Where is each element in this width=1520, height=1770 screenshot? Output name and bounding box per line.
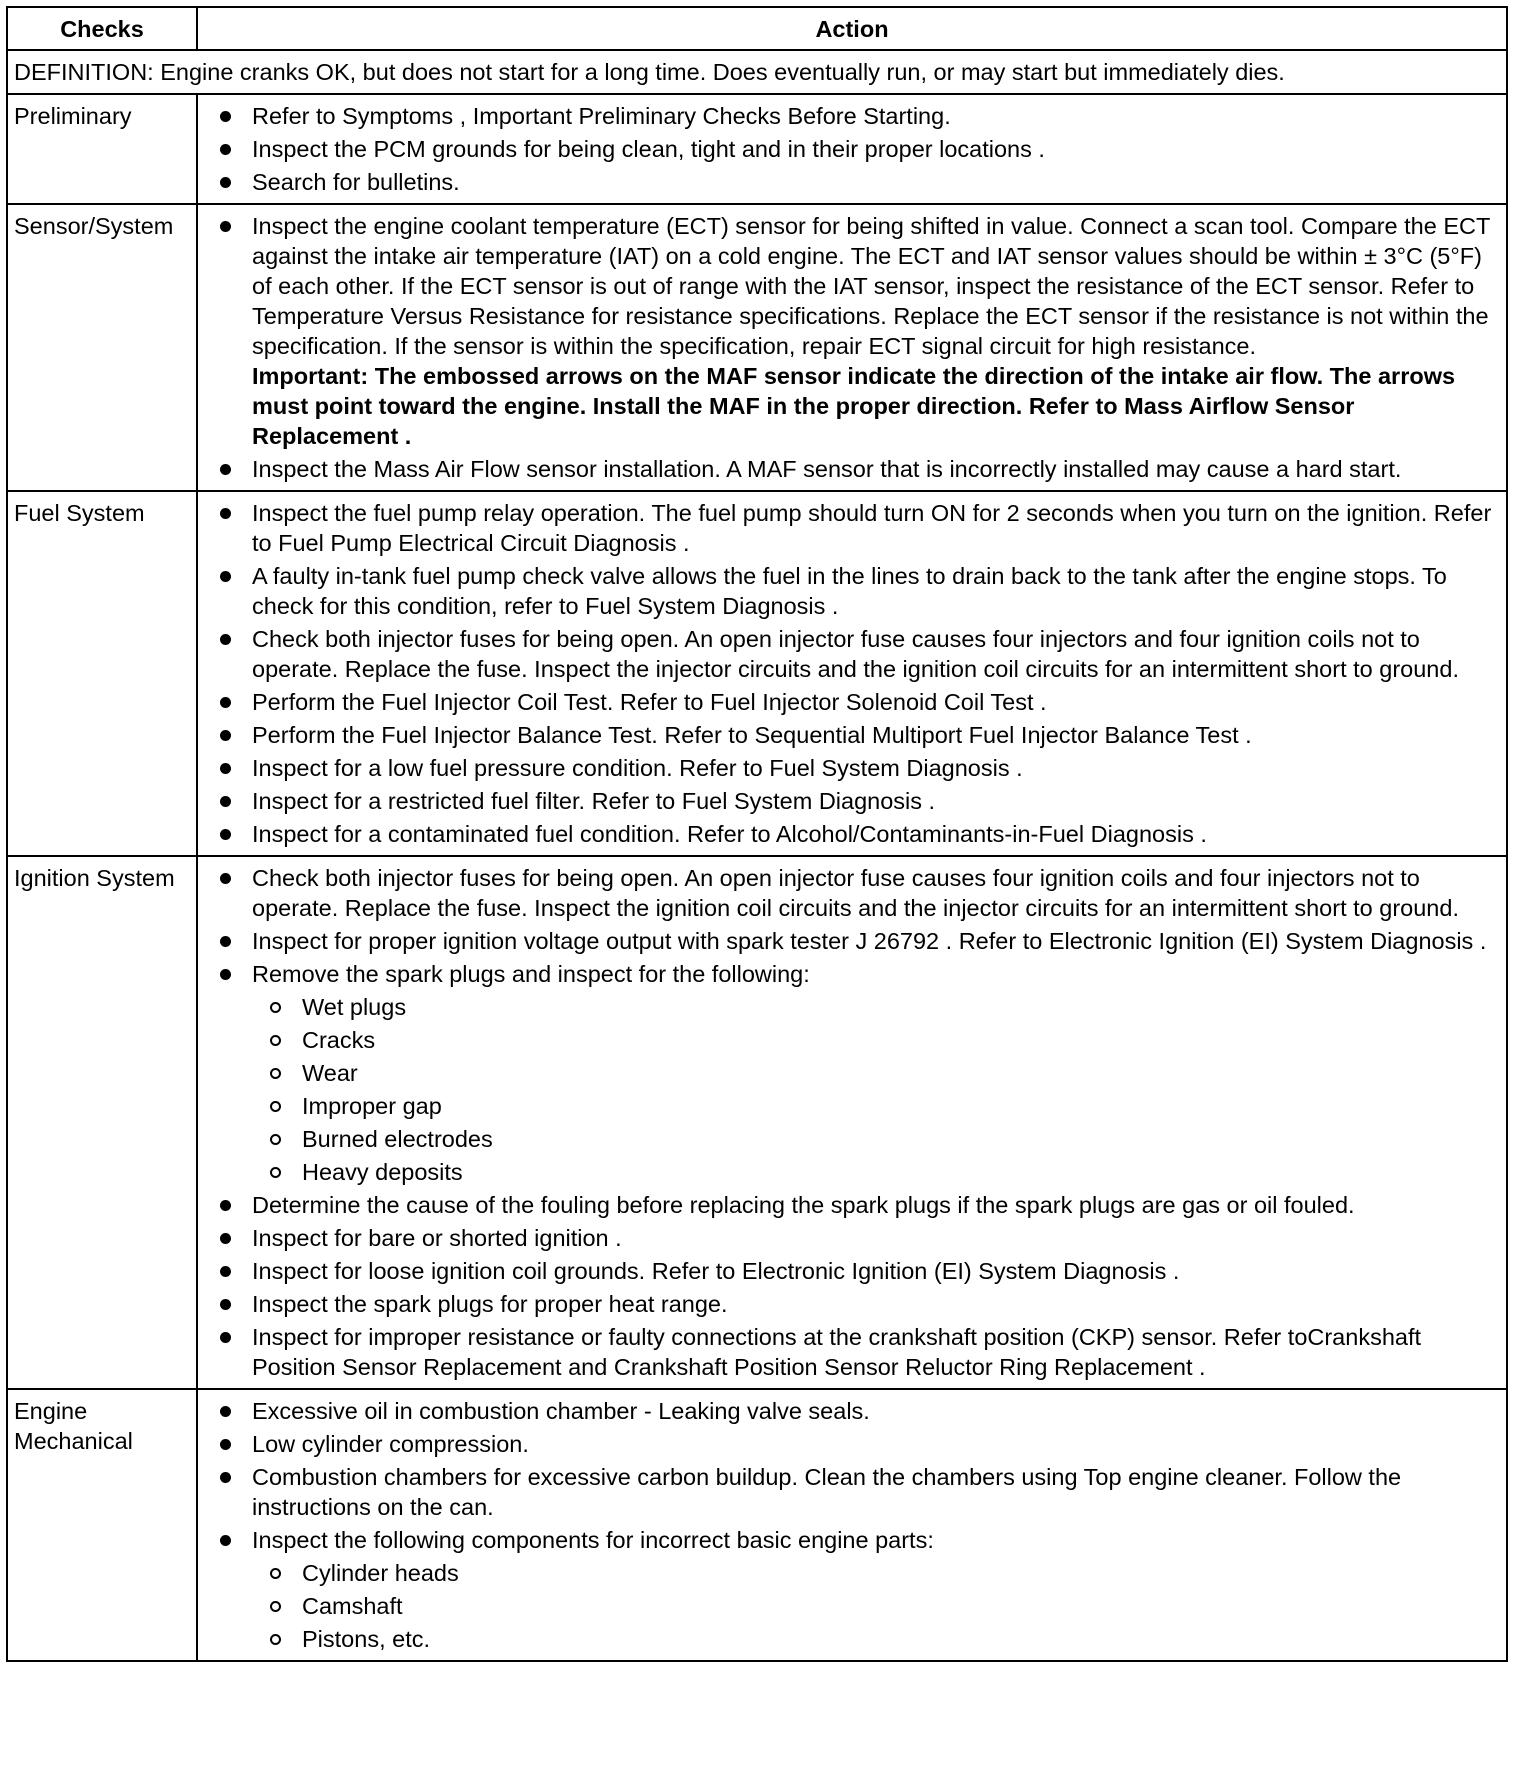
action-list (218, 101, 1498, 197)
action-item-text: Determine the cause of the fouling before replacing the spark plugs if the spark plugs are gas or oil fouled. (252, 1192, 1355, 1218)
action-list (218, 211, 1498, 484)
circle-bullet-icon (270, 1068, 281, 1079)
action-cell (197, 856, 1507, 1389)
action-item-text: Check both injector fuses for being open. An open injector fuse causes four injectors and four ignition coils not to operate. Replace the fuse. Inspect the injector circuits and the ignition coil circuits for an intermittent short to ground. (252, 626, 1459, 682)
sub-item-text: Wear (302, 1060, 358, 1086)
bullet-icon (220, 697, 231, 708)
diagnostic-table (6, 6, 1508, 1662)
circle-bullet-icon (270, 1601, 281, 1612)
row-engine-mechanical (7, 1389, 1507, 1661)
sub-item-text: Cylinder heads (302, 1560, 459, 1586)
bullet-icon (220, 221, 231, 232)
action-item-text: Inspect for a contaminated fuel condition. Refer to Alcohol/Contaminants-in-Fuel Diagnosis . (252, 821, 1207, 847)
action-item (218, 561, 1498, 621)
action-item-text: Inspect the engine coolant temperature (ECT) sensor for being shifted in value. Connect a scan tool. Compare the ECT against the intake air temperature (IAT) on a cold engine. The ECT and IAT sensor values should be within ± 3°C (5°F) of each other. If the ECT sensor is out of range with the IAT sensor, inspect the resistance of the ECT sensor. Refer to Temperature Versus Resistance for resistance specifications. Replace the ECT sensor if the resistance is not within the specification. If the sensor is within the specification, repair ECT signal circuit for high resistance. (252, 213, 1490, 359)
bullet-icon (220, 571, 231, 582)
action-item (218, 498, 1498, 558)
check-category: Ignition System (7, 856, 197, 1389)
sub-item (252, 992, 1498, 1022)
row-ignition-system (7, 856, 1507, 1389)
header-row (7, 7, 1507, 50)
bullet-icon (220, 730, 231, 741)
action-item-text: Inspect the following components for incorrect basic engine parts: (252, 1527, 934, 1553)
sub-item-text: Improper gap (302, 1093, 442, 1119)
sub-item (252, 1624, 1498, 1654)
action-item (218, 863, 1498, 923)
bullet-icon (220, 634, 231, 645)
action-item-text: Low cylinder compression. (252, 1431, 529, 1457)
circle-bullet-icon (270, 1634, 281, 1645)
action-list (218, 863, 1498, 1382)
circle-bullet-icon (270, 1002, 281, 1013)
check-category: Fuel System (7, 491, 197, 856)
action-item (218, 211, 1498, 451)
bullet-icon (220, 829, 231, 840)
action-item (218, 101, 1498, 131)
action-item-text: Excessive oil in combustion chamber - Leaking valve seals. (252, 1398, 870, 1424)
action-item-text: Perform the Fuel Injector Coil Test. Refer to Fuel Injector Solenoid Coil Test . (252, 689, 1047, 715)
action-item-text: Inspect for bare or shorted ignition . (252, 1225, 622, 1251)
row-sensor-system (7, 204, 1507, 491)
bullet-icon (220, 1299, 231, 1310)
circle-bullet-icon (270, 1568, 281, 1579)
diagnostic-document (6, 6, 1508, 1662)
bullet-icon (220, 111, 231, 122)
action-cell (197, 491, 1507, 856)
action-list (218, 498, 1498, 849)
action-column-header: Action (197, 7, 1507, 50)
bullet-icon (220, 177, 231, 188)
bullet-icon (220, 873, 231, 884)
action-item (218, 167, 1498, 197)
action-cell (197, 204, 1507, 491)
action-item (218, 926, 1498, 956)
bullet-icon (220, 1535, 231, 1546)
action-list (218, 1396, 1498, 1654)
action-item (218, 1223, 1498, 1253)
action-item (218, 134, 1498, 164)
sub-item-text: Heavy deposits (302, 1159, 463, 1185)
action-item (218, 753, 1498, 783)
sub-item-text: Camshaft (302, 1593, 403, 1619)
checks-column-header: Checks (7, 7, 197, 50)
definition-row (7, 50, 1507, 94)
action-item-text: Search for bulletins. (252, 169, 460, 195)
action-item (218, 1429, 1498, 1459)
bullet-icon (220, 1332, 231, 1343)
sub-item-text: Wet plugs (302, 994, 407, 1020)
action-item (218, 786, 1498, 816)
action-item (218, 819, 1498, 849)
sub-item (252, 1124, 1498, 1154)
bullet-icon (220, 1233, 231, 1244)
action-item-text: Inspect the Mass Air Flow sensor installation. A MAF sensor that is incorrectly installed may cause a hard start. (252, 456, 1402, 482)
definition-text: DEFINITION: Engine cranks OK, but does not start for a long time. Does eventually run, or may start but immediately dies. (7, 50, 1507, 94)
bullet-icon (220, 464, 231, 475)
action-item (218, 1525, 1498, 1654)
sub-list (252, 992, 1498, 1187)
bullet-icon (220, 936, 231, 947)
sub-item (252, 1025, 1498, 1055)
action-item-text: Inspect for a low fuel pressure condition. Refer to Fuel System Diagnosis . (252, 755, 1023, 781)
bullet-icon (220, 144, 231, 155)
bullet-icon (220, 1472, 231, 1483)
bullet-icon (220, 1266, 231, 1277)
action-item (218, 624, 1498, 684)
action-item-text: Inspect for loose ignition coil grounds. Refer to Electronic Ignition (EI) System Diagnosis . (252, 1258, 1180, 1284)
action-item (218, 1396, 1498, 1426)
check-category: Sensor/System (7, 204, 197, 491)
sub-item (252, 1091, 1498, 1121)
circle-bullet-icon (270, 1035, 281, 1046)
sub-item-text: Pistons, etc. (302, 1626, 430, 1652)
action-item-text: Combustion chambers for excessive carbon buildup. Clean the chambers using Top engine cleaner. Follow the instructions on the can. (252, 1464, 1402, 1520)
bullet-icon (220, 969, 231, 980)
circle-bullet-icon (270, 1101, 281, 1112)
action-item-text: Perform the Fuel Injector Balance Test. Refer to Sequential Multiport Fuel Injector Balance Test . (252, 722, 1252, 748)
bullet-icon (220, 763, 231, 774)
bullet-icon (220, 796, 231, 807)
sub-list (252, 1558, 1498, 1654)
sub-item (252, 1058, 1498, 1088)
action-item-text: Inspect the PCM grounds for being clean, tight and in their proper locations . (252, 136, 1045, 162)
bullet-icon (220, 1439, 231, 1450)
action-item-text: Inspect for a restricted fuel filter. Refer to Fuel System Diagnosis . (252, 788, 936, 814)
action-item-text: Check both injector fuses for being open. An open injector fuse causes four ignition coils and four injectors not to operate. Replace the fuse. Inspect the ignition coil circuits and the injector circuits for an intermittent short to ground. (252, 865, 1459, 921)
circle-bullet-icon (270, 1167, 281, 1178)
action-item-text: Inspect for proper ignition voltage output with spark tester J 26792 . Refer to Electronic Ignition (EI) System Diagnosis . (252, 928, 1487, 954)
action-cell (197, 94, 1507, 204)
bullet-icon (220, 508, 231, 519)
row-fuel-system (7, 491, 1507, 856)
sub-item-text: Cracks (302, 1027, 376, 1053)
bullet-icon (220, 1406, 231, 1417)
action-item (218, 1322, 1498, 1382)
action-item (218, 687, 1498, 717)
sub-item (252, 1157, 1498, 1187)
sub-item (252, 1591, 1498, 1621)
check-category: Preliminary (7, 94, 197, 204)
row-preliminary (7, 94, 1507, 204)
action-item-text: Inspect the fuel pump relay operation. The fuel pump should turn ON for 2 seconds when you turn on the ignition. Refer to Fuel Pump Electrical Circuit Diagnosis . (252, 500, 1492, 556)
action-item-text: Refer to Symptoms , Important Preliminary Checks Before Starting. (252, 103, 951, 129)
sub-item-text: Burned electrodes (302, 1126, 493, 1152)
important-note: Important: The embossed arrows on the MAF sensor indicate the direction of the intake air flow. The arrows must point toward the engine. Install the MAF in the proper direction. Refer to Mass Airflow Sensor Replacement . (252, 363, 1456, 449)
check-category: Engine Mechanical (7, 1389, 197, 1661)
action-cell (197, 1389, 1507, 1661)
action-item (218, 1462, 1498, 1522)
action-item (218, 1190, 1498, 1220)
action-item (218, 720, 1498, 750)
action-item (218, 959, 1498, 1187)
action-item-text: Remove the spark plugs and inspect for the following: (252, 961, 810, 987)
action-item (218, 1256, 1498, 1286)
action-item (218, 1289, 1498, 1319)
action-item-text: Inspect for improper resistance or faulty connections at the crankshaft position (CKP) sensor. Refer toCrankshaft Position Sensor Replacement and Crankshaft Position Sensor Reluctor Ring Replacement . (252, 1324, 1422, 1380)
bullet-icon (220, 1200, 231, 1211)
action-item-text: A faulty in-tank fuel pump check valve allows the fuel in the lines to drain back to the tank after the engine stops. To check for this condition, refer to Fuel System Diagnosis . (252, 563, 1447, 619)
action-item-text: Inspect the spark plugs for proper heat range. (252, 1291, 728, 1317)
action-item (218, 454, 1498, 484)
circle-bullet-icon (270, 1134, 281, 1145)
sub-item (252, 1558, 1498, 1588)
